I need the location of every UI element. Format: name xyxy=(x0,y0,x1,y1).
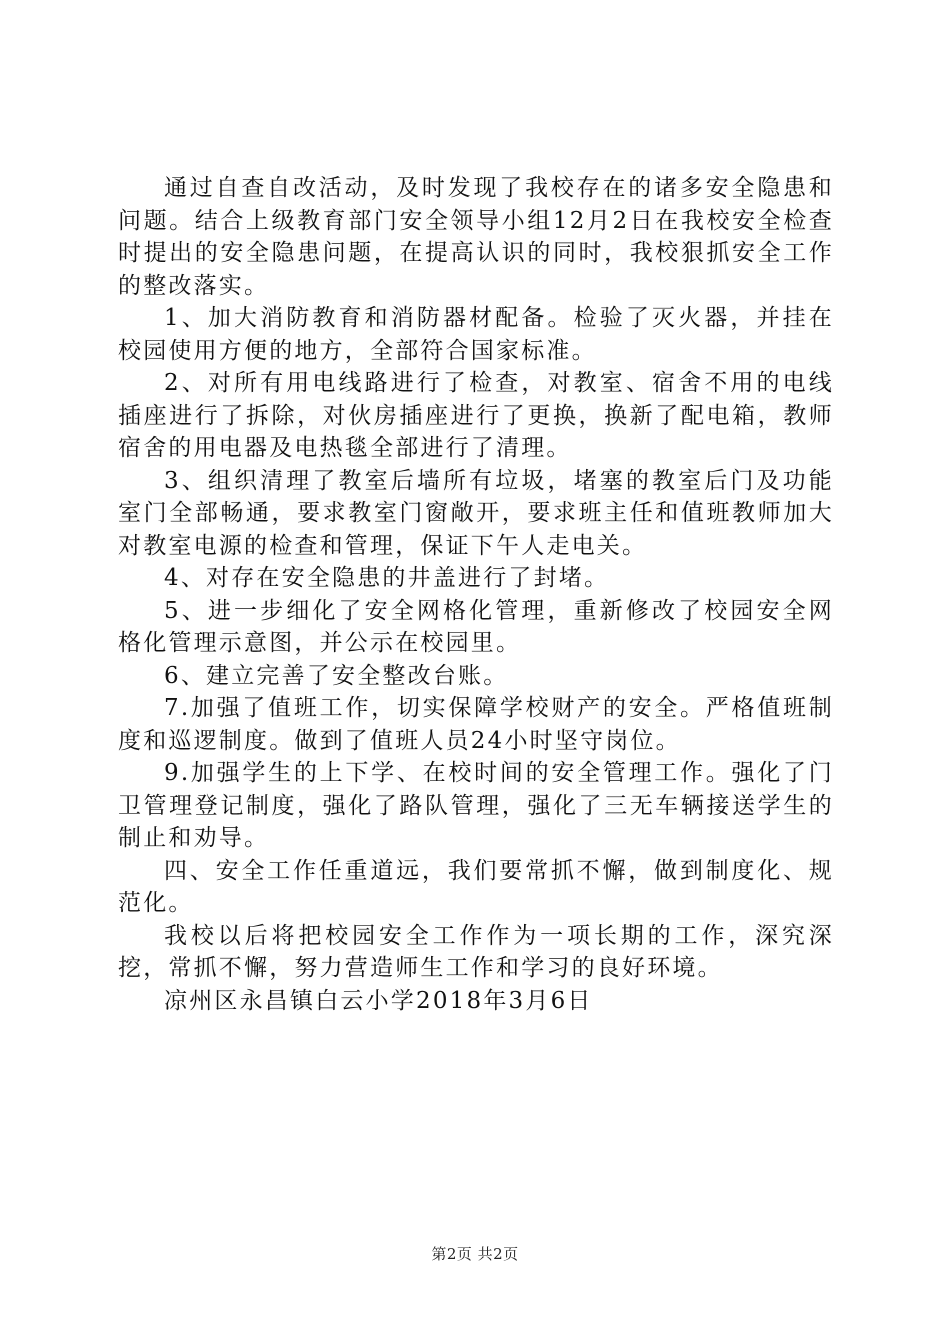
paragraph-item-5: 5、进一步细化了安全网格化管理，重新修改了校园安全网格化管理示意图，并公示在校园里。 xyxy=(118,597,834,656)
paragraph-intro: 通过自查自改活动，及时发现了我校存在的诸多安全隐患和问题。结合上级教育部门安全领导小组12月2日在我校安全检查时提出的安全隐患问题，在提高认识的同时，我校狠抓安全工作的整改落实。 xyxy=(118,175,834,299)
paragraph-conclusion: 我校以后将把校园安全工作作为一项长期的工作，深究深挖，常抓不懈，努力营造师生工作和学习的良好环境。 xyxy=(118,922,834,981)
document-body xyxy=(118,172,834,1017)
paragraph-item-3: 3、组织清理了教室后墙所有垃圾，堵塞的教室后门及功能室门全部畅通，要求教室门窗敞开，要求班主任和值班教师加大对教室电源的检查和管理，保证下午人走电关。 xyxy=(118,467,834,559)
paragraph-item-2: 2、对所有用电线路进行了检查，对教室、宿舍不用的电线插座进行了拆除，对伙房插座进行了更换，换新了配电箱，教师宿舍的用电器及电热毯全部进行了清理。 xyxy=(118,370,834,461)
paragraph-item-6: 6、建立完善了安全整改台账。 xyxy=(164,662,509,689)
signature-date-line: 凉州区永昌镇白云小学2018年3月6日 xyxy=(164,987,593,1014)
paragraph-item-9: 9.加强学生的上下学、在校时间的安全管理工作。强化了门卫管理登记制度，强化了路队管理，强化了三无车辆接送学生的制止和劝导。 xyxy=(118,760,834,851)
paragraph-item-7: 7.加强了值班工作，切实保障学校财产的安全。严格值班制度和巡逻制度。做到了值班人员24小时坚守岗位。 xyxy=(118,695,834,754)
page-number-footer: 第2页 共2页 xyxy=(431,1245,519,1263)
paragraph-item-1: 1、加大消防教育和消防器材配备。检验了灭火器，并挂在校园使用方便的地方，全部符合国家标准。 xyxy=(118,305,834,364)
paragraph-item-4: 4、对存在安全隐患的井盖进行了封堵。 xyxy=(164,565,610,591)
paragraph-section-4: 四、安全工作任重道远，我们要常抓不懈，做到制度化、规范化。 xyxy=(118,857,834,916)
